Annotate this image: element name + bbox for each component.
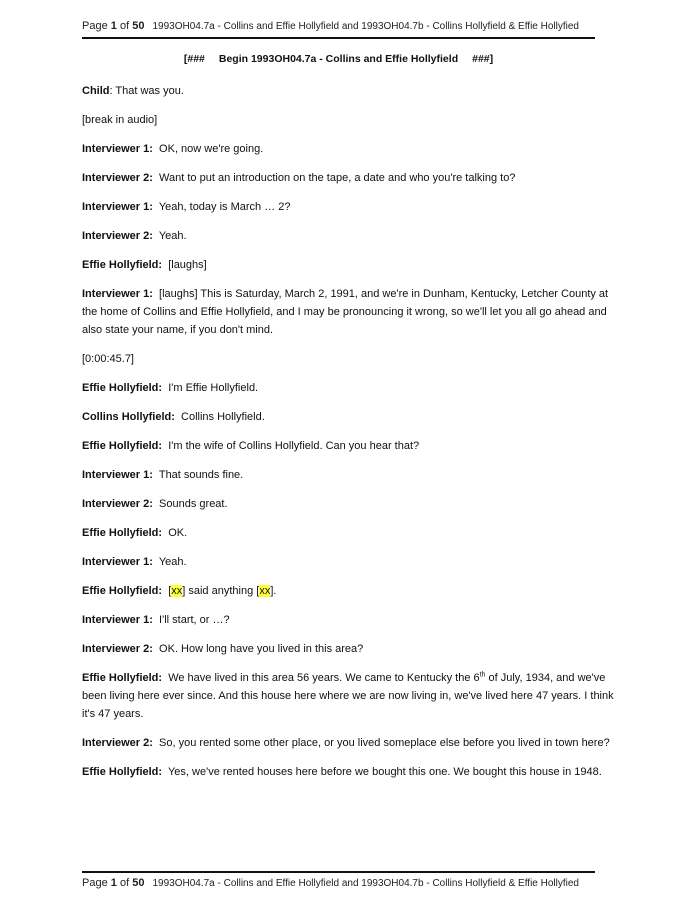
speaker-label: Effie Hollyfield: [82, 382, 163, 394]
page-total: 50 [132, 877, 145, 889]
speaker-label: Interviewer 2: [82, 172, 153, 184]
transcript-paragraph [82, 466, 617, 484]
transcript-paragraph [82, 495, 617, 513]
page-number: 1 [110, 20, 117, 32]
transcript-paragraph [82, 256, 617, 274]
of-word: of [119, 20, 130, 32]
transcript-paragraph [82, 763, 617, 781]
speaker-label: Interviewer 2: [82, 737, 153, 749]
ordinal-suffix: th [479, 671, 486, 679]
page-total: 50 [132, 20, 145, 32]
utterance-text: Yeah. [158, 556, 187, 568]
utterance-text: That sounds fine. [158, 469, 244, 481]
begin-marker [82, 53, 595, 65]
transcript-paragraph [82, 111, 617, 129]
transcript-paragraph: Effie Hollyfield: [xx] said anything [xx]. [82, 585, 277, 597]
transcript-paragraph [82, 640, 617, 658]
transcript-paragraph [82, 408, 617, 426]
speaker-label: Collins Hollyfield: [82, 411, 175, 423]
transcript-paragraph [82, 198, 617, 216]
of-word: of [119, 877, 130, 889]
transcript-paragraph [82, 285, 617, 339]
speaker-label: Child [82, 85, 110, 97]
transcript-paragraph: Child: That was you. [82, 85, 184, 97]
speaker-label: Interviewer 1: [82, 143, 153, 155]
speaker-label: Effie Hollyfield: [82, 259, 163, 271]
utterance-text: Yeah. [158, 230, 187, 242]
speaker-label: Interviewer 1: [82, 469, 153, 481]
speaker-label: Effie Hollyfield: [82, 527, 163, 539]
footer-rule [82, 871, 595, 873]
header-doc-ref: 1993OH04.7a - Collins and Effie Hollyfield and 1993OH04.7b - Collins Hollyfield & Effie Hollyfied [152, 21, 579, 32]
utterance-text: I'll start, or …? [159, 614, 230, 626]
utterance-text: Yes, we've rented houses here before we bought this one. We bought this house in 1948. [167, 766, 602, 778]
speaker-label: Interviewer 1: [82, 288, 153, 300]
begin-title: Begin 1993OH04.7a - Collins and Effie Hollyfield [218, 53, 459, 65]
utterance-text: [laughs] This is Saturday, March 2, 1991, and we're in Dunham, Kentucky, Letcher County at the home of Collins and Effie Hollyfield, and I may be pronouncing it wrong, so we'll let you all go ahead and also state your name, if you don't mind. [82, 288, 609, 336]
utterance-text: OK. How long have you lived in this area? [159, 643, 364, 655]
speaker-label: Interviewer 2: [82, 643, 153, 655]
page-footer [82, 877, 595, 889]
utterance-text: Collins Hollyfield. [181, 411, 265, 423]
transcript-paragraph [82, 553, 617, 571]
speaker-label: Interviewer 1: [82, 614, 153, 626]
transcript-paragraph: Effie Hollyfield: We have lived in this area 56 years. We came to Kentucky the 6th of July, 1934, and we've been living here ever since. And this house here where we are now living in, we've lived here 47 years. I think it's 47 years. [82, 671, 614, 720]
utterance-text: [break in audio] [82, 114, 158, 126]
page-word: Page [82, 20, 108, 32]
speaker-label: Interviewer 2: [82, 498, 153, 510]
utterance-text: That was you. [115, 85, 184, 97]
utterance-text: Yeah, today is March … 2? [158, 201, 291, 213]
page-header [82, 20, 595, 32]
speaker-label: Effie Hollyfield: [82, 766, 163, 778]
transcript-paragraph [82, 524, 617, 542]
transcript-paragraph [82, 437, 617, 455]
inaudible-highlight: xx [259, 585, 271, 597]
page-label [82, 20, 144, 32]
transcript-paragraph [82, 169, 617, 187]
transcript-paragraph [82, 140, 617, 158]
page-number: 1 [110, 877, 117, 889]
page-label [82, 877, 144, 889]
speaker-label: Interviewer 1: [82, 201, 153, 213]
transcript-body [82, 82, 617, 792]
utterance-text: OK. [168, 527, 188, 539]
page-word: Page [82, 877, 108, 889]
utterance-text: So, you rented some other place, or you lived someplace else before you lived in town here? [159, 737, 610, 749]
utterance-text: Want to put an introduction on the tape, a date and who you're talking to? [159, 172, 516, 184]
speaker-label: Effie Hollyfield: [82, 585, 163, 597]
transcript-paragraph [82, 350, 617, 368]
header-rule [82, 37, 595, 39]
transcript-paragraph [82, 379, 617, 397]
footer-doc-ref: 1993OH04.7a - Collins and Effie Hollyfield and 1993OH04.7b - Collins Hollyfield & Effie Hollyfied [152, 878, 579, 889]
transcript-paragraph [82, 734, 617, 752]
inaudible-highlight: xx [171, 585, 183, 597]
utterance-text: [0:00:45.7] [82, 353, 134, 365]
utterance-text: Sounds great. [159, 498, 228, 510]
utterance-text: I'm Effie Hollyfield. [168, 382, 259, 394]
transcript-paragraph [82, 611, 617, 629]
utterance-text: [laughs] [168, 259, 207, 271]
speaker-label: Interviewer 1: [82, 556, 153, 568]
begin-open: [### [183, 53, 205, 65]
speaker-label: Interviewer 2: [82, 230, 153, 242]
utterance-text: OK, now we're going. [159, 143, 264, 155]
transcript-paragraph [82, 227, 617, 245]
speaker-label: Effie Hollyfield: [82, 672, 163, 684]
begin-close: ###] [472, 53, 494, 65]
utterance-text: I'm the wife of Collins Hollyfield. Can you hear that? [168, 440, 420, 452]
speaker-label: Effie Hollyfield: [82, 440, 163, 452]
